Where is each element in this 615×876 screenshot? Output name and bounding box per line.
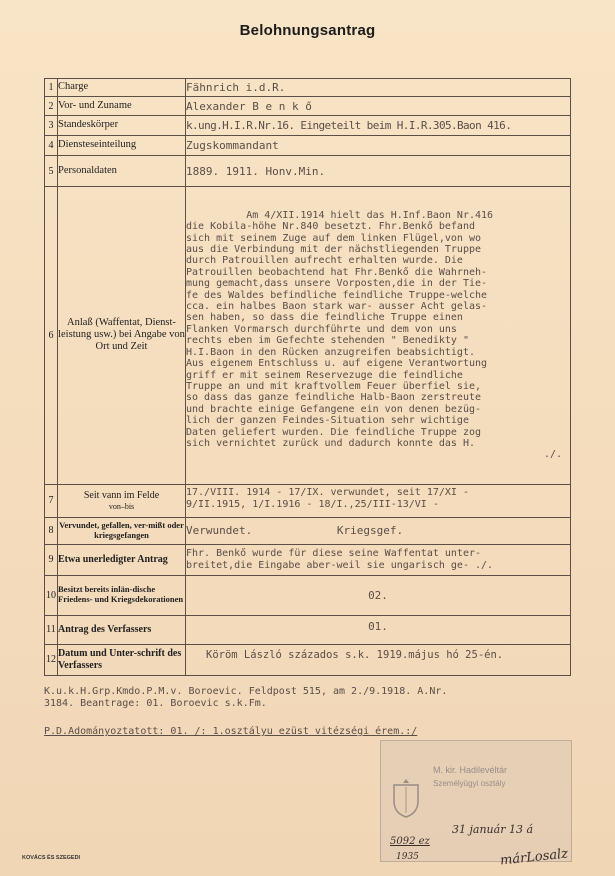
narrative-line: und brachte einige Gefangene ein von denen bezüg- (186, 403, 482, 415)
narrative-line: durch Patrouillen aufrecht erhalten wurde. Die (186, 255, 463, 267)
narrative-lines (186, 210, 570, 461)
form-row-pending (45, 544, 571, 575)
stamp-line-1: M. kir. Hadilevéltár (433, 765, 508, 775)
row-value: 01. (186, 615, 571, 644)
reward-application-form (44, 78, 571, 676)
row-value (186, 517, 571, 544)
row-label: Vervundet, gefallen, ver-mißt oder kriegsgefangen (58, 517, 186, 544)
narrative-line: sich mit seinem Zuge auf dem linken Flügel,von wo (186, 232, 482, 244)
document-title: Belohnungsantrag (239, 22, 376, 39)
form-row-charge (45, 79, 571, 97)
row-label: Datum und Unter-schrift des Verfassers (58, 644, 186, 675)
narrative-line: rechts eben im Gefechte stehenden " Benedikty " (186, 335, 469, 347)
row-label: Charge (58, 79, 186, 97)
narrative-line: griff er mit seinem Reservezuge die feindliche (186, 369, 463, 381)
handwritten-signature: márLosalz (499, 846, 569, 869)
row-label: Vor- und Zuname (58, 97, 186, 116)
narrative-line: mung gemacht,dass unsere Vorposten,die in der Tie- (186, 278, 488, 290)
narrative-line: Patrouillen beobachtend hat Fhr.Benkő die Wahrneh- (186, 266, 488, 278)
row-label: Anlaß (Waffentat, Dienst-leistung usw.) bei Angabe von Ort und Zeit (58, 187, 186, 485)
row-value: k.ung.H.I.R.Nr.16. Eingeteilt beim H.I.R.305.Baon 416. (186, 116, 571, 136)
row-value (186, 544, 571, 575)
row-value: 02. (186, 575, 571, 615)
row-number: 1 (45, 79, 58, 97)
form-row-decorations (45, 575, 571, 615)
form-row-proposal (45, 615, 571, 644)
row-number: 10 (45, 575, 58, 615)
award-granted-line: P.D.Adományoztatott: 01. /: 1.osztályu ezüst vitézségi érem.:/ (44, 726, 418, 737)
row-value: Alexander B e n k ő (186, 97, 571, 116)
row-number: 9 (45, 544, 58, 575)
handwritten-year: 1935 (396, 852, 419, 862)
row-label: Antrag des Verfassers (58, 615, 186, 644)
row-label (58, 484, 186, 517)
row-number: 3 (45, 116, 58, 136)
row-label-sub: von–bis (108, 501, 135, 511)
row-number: 8 (45, 517, 58, 544)
form-row-wounded (45, 517, 571, 544)
row-value (186, 484, 571, 517)
pending-line-1: Fhr. Benkő wurde für diese seine Waffentat unter- (186, 547, 482, 559)
handwritten-file-number: 5092 ez (390, 836, 430, 847)
row-number: 5 (45, 156, 58, 187)
row-number: 2 (45, 97, 58, 116)
narrative-line: sen haben, so dass die feindliche Truppe einen (186, 312, 463, 324)
row-number: 4 (45, 136, 58, 156)
row-label: Diensteseinteilung (58, 136, 186, 156)
form-row-field-service (45, 484, 571, 517)
field-service-line-2: 9/II.1915, 1/I.1916 - 18/I.,25/III-13/VI - (186, 498, 439, 510)
deed-narrative (186, 187, 571, 485)
narrative-line: sich vernichtet zurück und dadurch konnte das H. (186, 437, 475, 449)
row-number: 7 (45, 484, 58, 517)
field-service-line-1: 17./VIII. 1914 - 17/IX. verwundet, seit 17/XI - (186, 486, 469, 498)
row-label: Besitzt bereits inlän-dische Friedens- und Kriegsdekorationen (58, 575, 186, 615)
stamp-line-2: Személyügyi osztály (433, 779, 506, 788)
narrative-line: cca. ein halbes Baon stark war- ausser Acht gelas- (186, 301, 488, 313)
row-label: Etwa unerledigter Antrag (58, 544, 186, 575)
narrative-line: Flanken Vormarsch durchführte und dem von uns (186, 323, 457, 335)
handwritten-date-note: 31 január 13 á (452, 823, 533, 836)
form-row-assignment (45, 136, 571, 156)
footer-endorsement-line-1: K.u.k.H.Grp.Kmdo.P.M.v. Boroevic. Feldpost 515, am 2./9.1918. A.Nr. (44, 686, 448, 697)
narrative-line: Am 4/XII.1914 hielt das H.Inf.Baon Nr.416 (186, 209, 494, 221)
narrative-line: Truppe an und mit kraftvollem Feuer überfiel sie, (186, 380, 482, 392)
form-row-name (45, 97, 571, 116)
form-row-signature (45, 644, 571, 675)
row-label: Standeskörper (58, 116, 186, 136)
narrative-line: H.I.Baon in den Rücken anzugreifen beabsichtigt. (186, 346, 475, 358)
row-label-main: Seit vann im Felde (83, 490, 160, 502)
row-value: Zugskommandant (186, 136, 571, 156)
row-label: Personaldaten (58, 156, 186, 187)
printer-imprint: KOVÁCS ÉS SZEGEDI (22, 855, 81, 861)
form-row-personal-data (45, 156, 571, 187)
row-number: 6 (45, 187, 58, 485)
narrative-line: lich der ganzen Feindes-Situation sehr wichtige (186, 415, 469, 427)
narrative-line: die Kobila-höhe Nr.840 besetzt. Fhr.Benkő befand (186, 221, 475, 233)
footer-endorsement-line-2: 3184. Beantrage: 01. Boroevic s.k.Fm. (44, 698, 267, 709)
wounded-status: Verwundet. (186, 524, 253, 538)
row-number: 12 (45, 644, 58, 675)
row-value: Fähnrich i.d.R. (186, 79, 571, 97)
row-number: 11 (45, 615, 58, 644)
narrative-continuation-mark: ./. (543, 449, 562, 461)
row-value: Köröm László százados s.k. 1919.május hó 25-én. (186, 644, 571, 675)
narrative-line: Daten geliefert wurden. Die feindliche Truppe zog (186, 426, 482, 438)
pending-line-2: breitet,die Eingabe aber-weil sie ungarisch ge- ./. (186, 559, 494, 571)
narrative-line: so dass das ganze feindliche Halb-Baon zerstreute (186, 392, 482, 404)
coat-of-arms-icon (391, 779, 421, 819)
captivity-status: Kriegsgef. (336, 524, 404, 538)
narrative-line: Aus eigenem Entschluss u. auf eigene Verantwortung (186, 358, 488, 370)
row-value: 1889. 1911. Honv.Min. (186, 156, 571, 187)
form-row-unit (45, 116, 571, 136)
narrative-line: fe des Waldes befindliche feindliche Truppe-welche (186, 289, 488, 301)
form-row-deed (45, 187, 571, 485)
narrative-line: aus die Verbindung mit der nächstliegenden Truppe (186, 244, 482, 256)
